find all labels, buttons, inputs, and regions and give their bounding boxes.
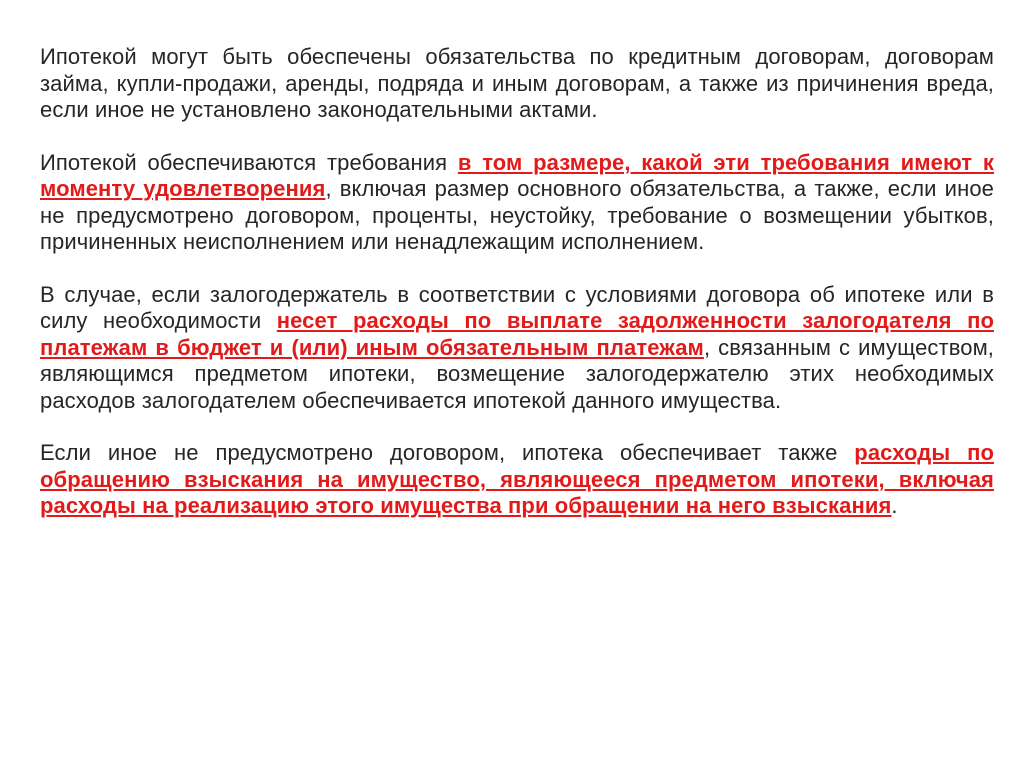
paragraph-4-text-end: . (891, 493, 898, 518)
paragraph-4-text-start: Если иное не предусмотрено договором, ипотека обеспечивает также (40, 440, 855, 465)
paragraph-4 (40, 440, 994, 520)
slide-content (40, 44, 994, 546)
paragraph-3 (40, 282, 994, 415)
paragraph-3-text-end: , связанным с имуществом, являющимся предметом ипотеки, возмещение залогодержателю этих необходимых расходов залогодателем обеспечивается ипотекой данного имущества. (40, 334, 995, 413)
paragraph-2 (40, 150, 994, 256)
paragraph-1-text: Ипотекой могут быть обеспечены обязательства по кредитным договорам, договорам займа, купли-продажи, аренды, подряда и иным договорам, а также из причинения вреда, если иное не установлено законодательными актами. (40, 44, 994, 122)
paragraph-3-highlight: несет расходы по выплате задолженности залогодателя по платежам в бюджет и (или) иным обязательным платежам (40, 308, 994, 360)
paragraph-3-text-start: В случае, если залогодержатель в соответствии с условиями договора об ипотеке или в силу необходимости (40, 281, 994, 333)
paragraph-2-text-end: , включая размер основного обязательства, а также, если иное не предусмотрено договором, проценты, неустойку, требование о возмещении убытков, причиненных неисполнением или ненадлежащим исполнением. (40, 176, 994, 254)
paragraph-2-highlight: в том размере, какой эти требования имеют к моменту удовлетворения (40, 149, 994, 201)
paragraph-1 (40, 44, 994, 124)
paragraph-4-highlight: расходы по обращению взыскания на имущество, являющееся предметом ипотеки, включая расходы на реализацию этого имущества при обращении на него взыскания (40, 440, 995, 518)
paragraph-2-text-start: Ипотекой обеспечиваются требования (40, 149, 458, 175)
